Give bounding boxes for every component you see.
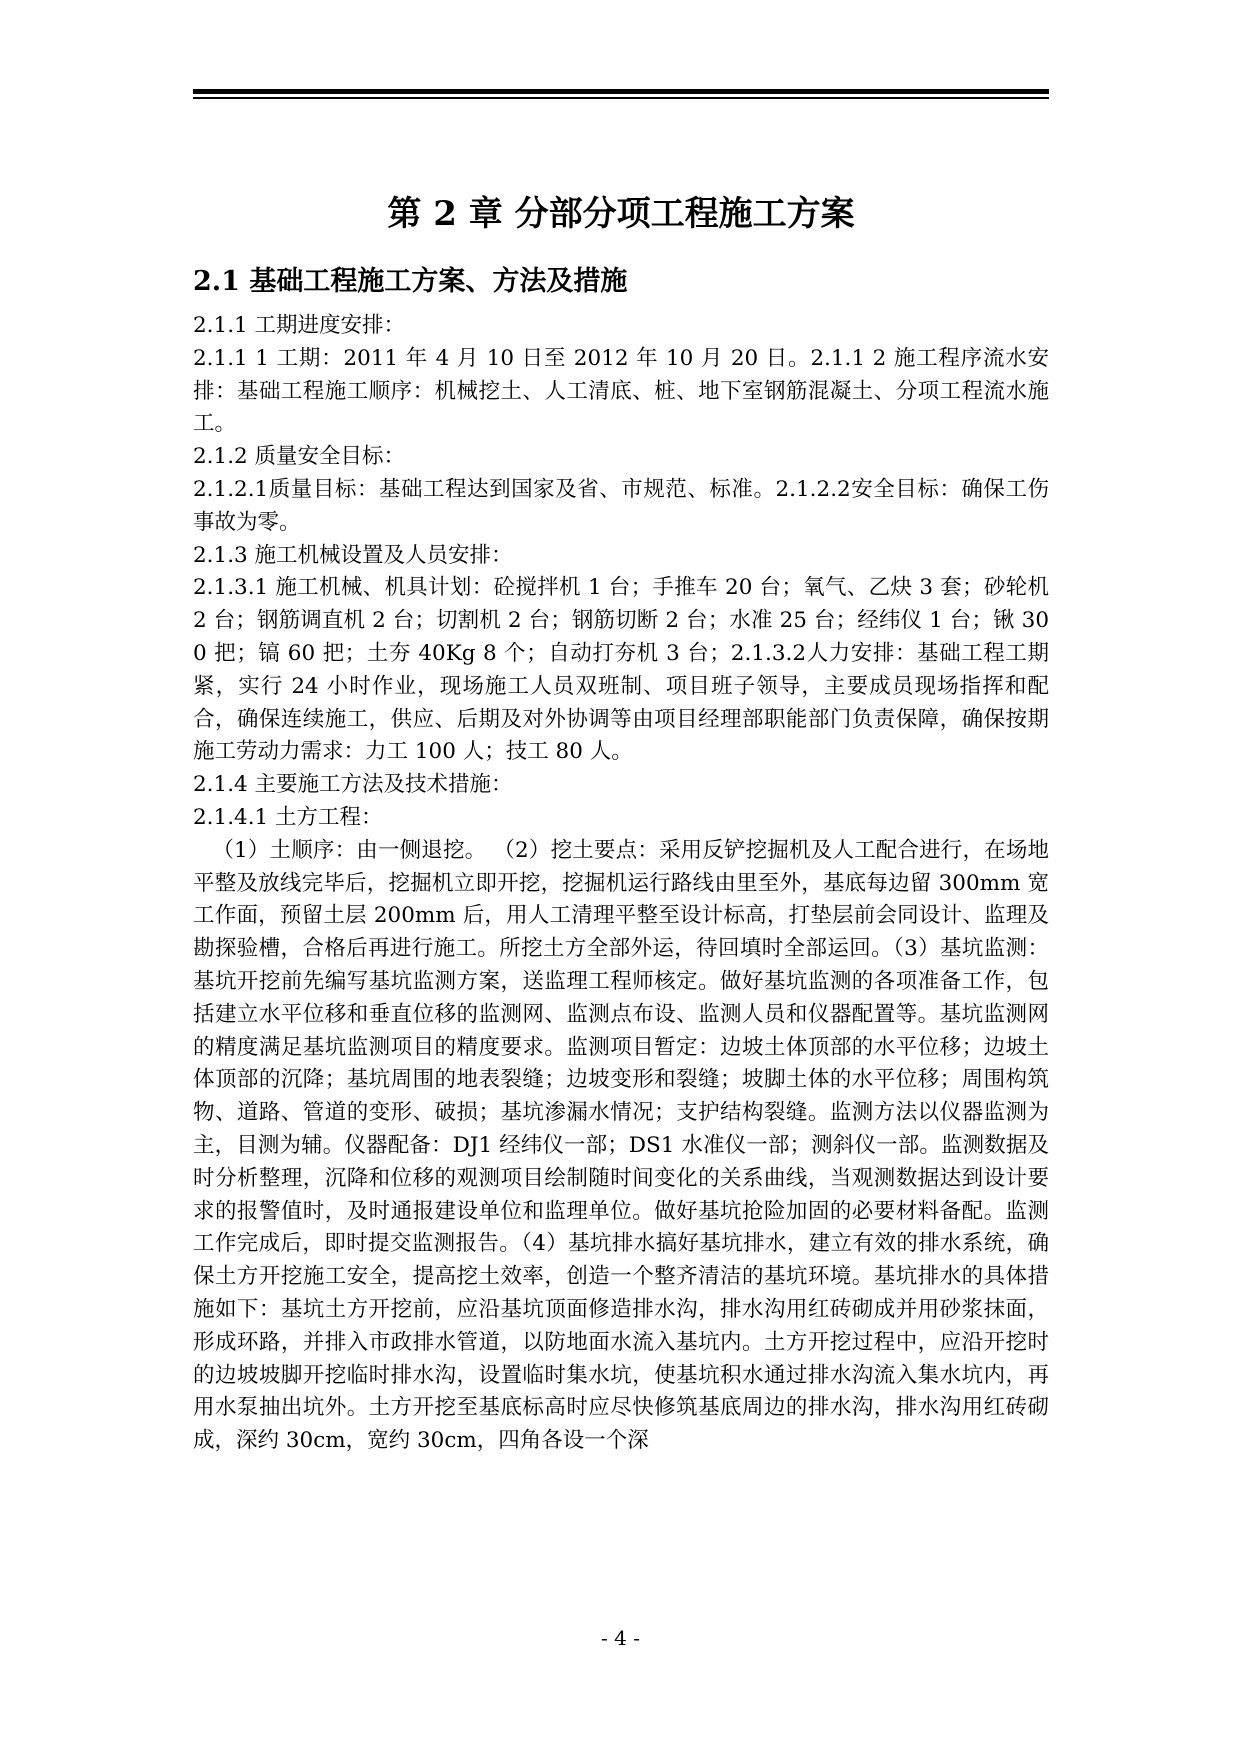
paragraph-methods-heading: 2.1.4 主要施工方法及技术措施： — [193, 772, 513, 798]
paragraph-quality-heading: 2.1.2 质量安全目标： — [193, 444, 406, 470]
page-number: - 4 - — [601, 1626, 640, 1650]
paragraph-schedule-heading: 2.1.1 工期进度安排： — [193, 313, 406, 338]
document-body — [193, 190, 1049, 1458]
header-rule-thin — [193, 97, 1049, 99]
section-title: 2.1 基础工程施工方案、方法及措施 — [193, 266, 628, 297]
paragraph-schedule: 2.1.1 1 工期：2011 年 4 月 10 日至 2012 年 10 月 20 日。2.1.1 2 施工程序流水安排：基础工程施工顺序：机械挖土、人工清底、桩、地下室钢筋混凝土、分项工程流水施工。 — [193, 345, 1049, 437]
paragraph-machinery: 2.1.3.1 施工机械、机具计划：砼搅拌机 1 台；手推车 20 台；氧气、乙炔 3 套；砂轮机 2 台；钢筋调直机 2 台；切割机 2 台；钢筋切断 2 台；水准 25 台；经纬仪 1 台；锹 300 把；镐 60 把；土夯 40Kg 8 个；自动打夯机 3 台；2.1.3.2人力安排：基础工程工期紧，实行 24 小时作业，现场施工人员双班制、项目班子领导，主要成员现场指挥和配合，确保连续施工，供应、后期及对外协调等由项目经理部职能部门负责保障，确保按期施工劳动力需求：力工 100 人；技工 80 人。 — [193, 575, 1049, 765]
paragraph-machinery-heading: 2.1.3 施工机械设置及人员安排： — [193, 542, 513, 568]
header-rule-thick — [193, 89, 1049, 94]
paragraph-earthwork-heading: 2.1.4.1 土方工程： — [193, 804, 383, 830]
chapter-title: 第 2 章 分部分项工程施工方案 — [387, 194, 855, 234]
paragraph-earthwork: （1）土顺序：由一侧退挖。 （2）挖土要点：采用反铲挖掘机及人工配合进行，在场地平整及放线完毕后，挖掘机立即开挖，挖掘机运行路线由里至外，基底每边留 300mm 宽工作面，预留土层 200mm 后，用人工清理平整至设计标高，打垫层前会同设计、监理及勘探验槽，合格后再进行施工。所挖土方全部外运，待回填时全部运回。（3）基坑监测：基坑开挖前先编写基坑监测方案，送监理工程师核定。做好基坑监测的各项准备工作，包括建立水平位移和垂直位移的监测网、监测点布设、监测人员和仪器配置等。基坑监测网的精度满足基坑监测项目的精度要求。监测项目暂定：边坡土体顶部的水平位移；边坡土体顶部的沉降；基坑周围的地表裂缝；边坡变形和裂缝；坡脚土体的水平位移；周围构筑物、道路、管道的变形、破损；基坑渗漏水情况；支护结构裂缝。监测方法以仪器监测为主，目测为辅。仪器配备：DJ1 经纬仪一部；DS1 水准仪一部；测斜仪一部。监测数据及时分析整理，沉降和位移的观测项目绘制随时间变化的关系曲线，当观测数据达到设计要求的报警值时，及时通报建设单位和监理单位。做好基坑抢险加固的必要材料备配。监测工作完成后，即时提交监测报告。（4）基坑排水搞好基坑排水，建立有效的排水系统，确保土方开挖施工安全，提高挖土效率，创造一个整齐清洁的基坑环境。基坑排水的具体措施如下：基坑土方开挖前，应沿基坑顶面修造排水沟，排水沟用红砖砌成并用砂浆抹面，形成环路，并排入市政排水管道，以防地面水流入基坑内。土方开挖过程中，应沿开挖时的边坡坡脚开挖临时排水沟，设置临时集水坑，使基坑积水通过排水沟流入集水坑内，再用水泵抽出坑外。土方开挖至基底标高时应尽快修筑基底周边的排水沟，排水沟用红砖砌成，深约 30cm，宽约 30cm，四角各设一个深 — [193, 837, 1049, 1454]
paragraph-quality: 2.1.2.1质量目标：基础工程达到国家及省、市规范、标准。2.1.2.2安全目标：确保工伤事故为零。 — [193, 476, 1049, 535]
